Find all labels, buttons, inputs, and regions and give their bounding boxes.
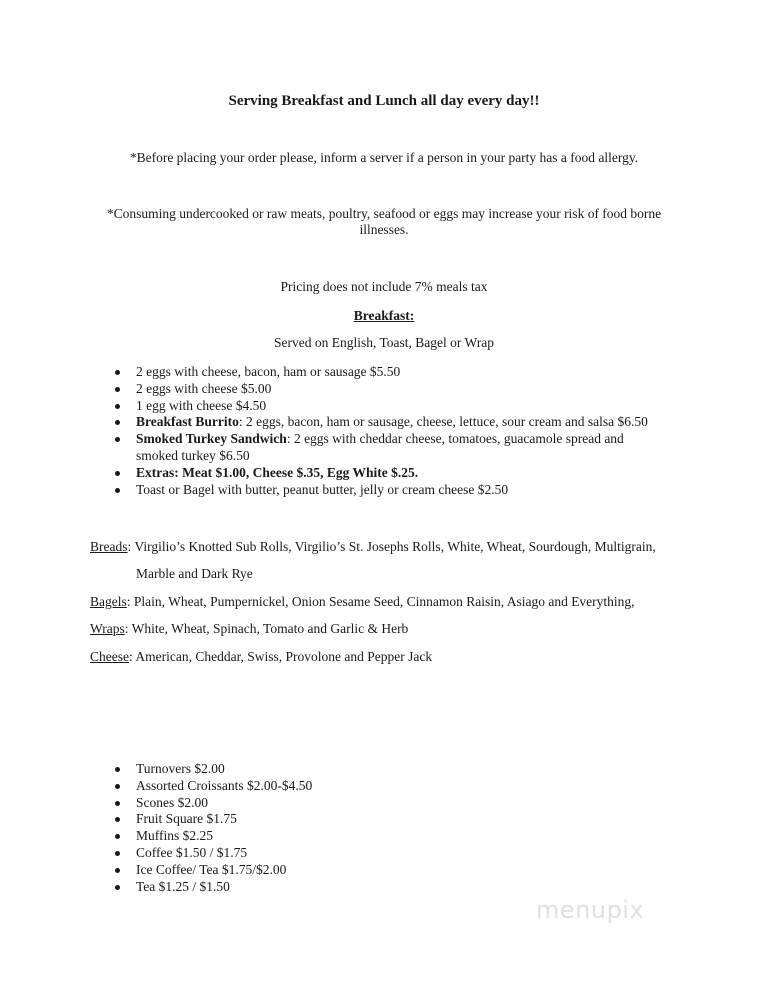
- menupix-watermark: menupix: [536, 896, 645, 924]
- list-item: Smoked Turkey Sandwich: 2 eggs with cheddar cheese, tomatoes, guacamole spread and smoked turkey $6.50: [0, 431, 656, 465]
- raw-food-warning: *Consuming undercooked or raw meats, poultry, seafood or eggs may increase your risk of food borne illnesses.: [106, 206, 662, 237]
- bagels-line: Bagels: Plain, Wheat, Pumpernickel, Onion Sesame Seed, Cinnamon Raisin, Asiago and Everything,: [90, 594, 635, 609]
- list-item: Scones $2.00: [0, 795, 656, 812]
- cheese-label: Cheese: [90, 649, 129, 664]
- breads-label: Breads: [90, 539, 128, 554]
- list-item: Fruit Square $1.75: [0, 811, 656, 828]
- list-item: Toast or Bagel with butter, peanut butter, jelly or cream cheese $2.50: [0, 482, 656, 499]
- breakfast-list: [0, 364, 656, 498]
- list-item: 2 eggs with cheese $5.00: [0, 381, 656, 398]
- breakfast-title: Breakfast:: [353, 308, 415, 323]
- list-item: Extras: Meat $1.00, Cheese $.35, Egg White $.25.: [0, 465, 656, 482]
- list-item: Muffins $2.25: [0, 828, 656, 845]
- allergy-note: *Before placing your order please, inform a server if a person in your party has a food allergy.: [129, 150, 639, 165]
- page-headline: Serving Breakfast and Lunch all day every day!!: [228, 93, 540, 109]
- cheese-line: Cheese: American, Cheddar, Swiss, Provolone and Pepper Jack: [90, 649, 433, 664]
- list-item: 2 eggs with cheese, bacon, ham or sausage $5.50: [0, 364, 656, 381]
- breads-line: Breads: Virgilio’s Knotted Sub Rolls, Virgilio’s St. Josephs Rolls, White, Wheat, Sourdough, Multigrain,: [90, 539, 656, 554]
- list-item: Coffee $1.50 / $1.75: [0, 845, 656, 862]
- wraps-label: Wraps: [90, 621, 125, 636]
- list-item: Ice Coffee/ Tea $1.75/$2.00: [0, 862, 656, 879]
- list-item: Breakfast Burrito: 2 eggs, bacon, ham or sausage, cheese, lettuce, sour cream and salsa $6.50: [0, 414, 656, 431]
- list-item: Turnovers $2.00: [0, 761, 656, 778]
- tax-note: Pricing does not include 7% meals tax: [280, 279, 488, 294]
- bakery-list: [0, 761, 656, 895]
- list-item: 1 egg with cheese $4.50: [0, 398, 656, 415]
- bagels-label: Bagels: [90, 594, 127, 609]
- list-item: Tea $1.25 / $1.50: [0, 879, 656, 896]
- wraps-line: Wraps: White, Wheat, Spinach, Tomato and Garlic & Herb: [90, 621, 409, 636]
- list-item: Assorted Croissants $2.00-$4.50: [0, 778, 656, 795]
- breads-line-continued: Marble and Dark Rye: [136, 566, 253, 581]
- breakfast-subtitle: Served on English, Toast, Bagel or Wrap: [274, 335, 494, 350]
